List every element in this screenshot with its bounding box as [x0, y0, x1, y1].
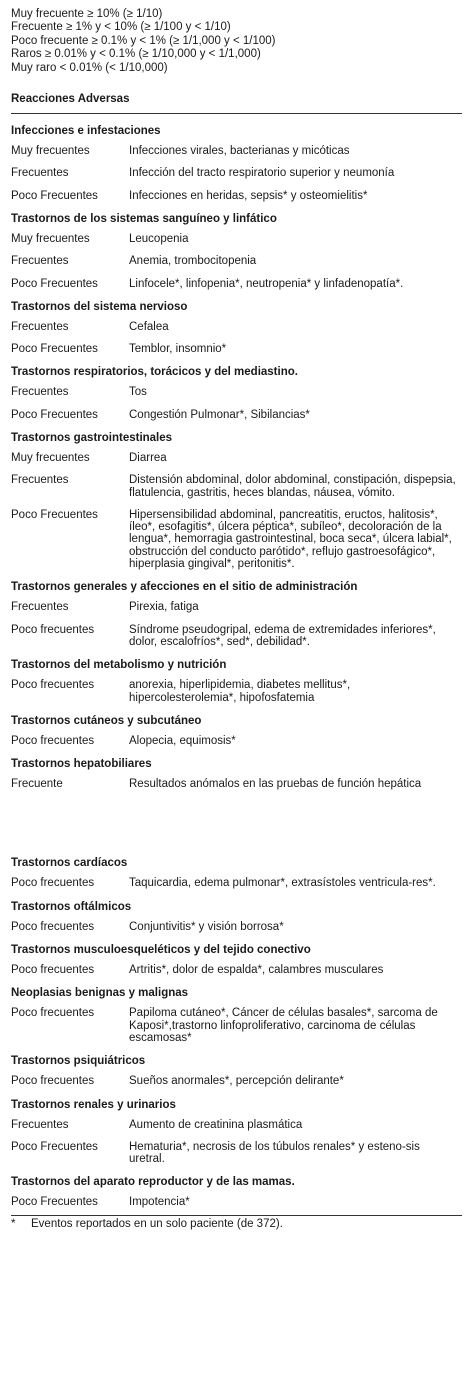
- reaction-description: Hematuria*, necrosis de los túbulos renales* y esteno-sis uretral.: [129, 1140, 420, 1166]
- reaction-description: Impotencia*: [129, 1196, 190, 1209]
- reaction-description: Infecciones virales, bacterianas y micóticas: [129, 145, 350, 158]
- frequency-legend: [11, 8, 462, 75]
- table-row: [11, 964, 462, 976]
- table-row: [11, 1141, 462, 1166]
- table-row: [11, 877, 462, 889]
- frequency-label: Poco Frecuentes: [11, 1140, 98, 1153]
- reaction-description: Infecciones en heridas, sepsis* y osteomielitis*: [129, 189, 368, 202]
- reaction-description: Distensión abdominal, dolor abdominal, constipación, dispepsia, flatulencia, gastritis, heces blandas, náusea, vómito.: [129, 474, 456, 499]
- reaction-description: Artritis*, dolor de espalda*, calambres musculares: [129, 964, 384, 977]
- frequency-label: Frecuentes: [11, 320, 69, 333]
- table-row: [11, 921, 462, 933]
- table-row: [11, 386, 462, 398]
- section-title: Trastornos psiquiátricos: [11, 1055, 146, 1068]
- table-row: [11, 474, 462, 499]
- reaction-description: Sueños anormales*, percepción delirante*: [129, 1075, 344, 1088]
- section-title: Trastornos del sistema nervioso: [11, 300, 188, 313]
- footnote-mark: *: [11, 1217, 16, 1230]
- frequency-label: Muy frecuentes: [11, 232, 90, 245]
- legend-line: Raros ≥ 0.01% y < 0.1% (≥ 1/10,000 y < 1/1,000): [11, 48, 261, 61]
- reaction-description: Infección del tracto respiratorio superior y neumonía: [129, 167, 395, 180]
- frequency-label: Poco frecuentes: [11, 877, 95, 890]
- table-row: [11, 778, 462, 790]
- title-divider: [11, 113, 462, 114]
- frequency-label: Poco Frecuentes: [11, 1196, 98, 1209]
- table-row: [11, 509, 462, 570]
- table-row: [11, 255, 462, 267]
- frequency-label: Poco Frecuentes: [11, 189, 98, 202]
- frequency-label: Poco frecuentes: [11, 1007, 95, 1020]
- reaction-description: Pirexia, fatiga: [129, 601, 199, 614]
- section-title: Trastornos de los sistemas sanguíneo y linfático: [11, 212, 277, 225]
- reaction-description: Aumento de creatinina plasmática: [129, 1118, 303, 1131]
- section-title: Trastornos respiratorios, torácicos y del mediastino.: [11, 366, 298, 379]
- frequency-label: Muy frecuentes: [11, 145, 90, 158]
- reaction-description: Temblor, insomnio*: [129, 343, 227, 356]
- table-row: [11, 233, 462, 245]
- section-title: Trastornos hepatobiliares: [11, 758, 152, 771]
- section-gap: [11, 800, 462, 846]
- reaction-description: Síndrome pseudogripal, edema de extremidades inferiores*, dolor, escalofríos*, sed*, debilidad*.: [129, 623, 436, 648]
- document-page: [11, 8, 462, 1231]
- frequency-label: Poco Frecuentes: [11, 277, 98, 290]
- reaction-description: Papiloma cutáneo*, Cáncer de células basales*, sarcoma de Kaposi*,trastorno linfoproliferativo, carcinoma de células escamosas*: [129, 1007, 438, 1044]
- table-row: [11, 735, 462, 747]
- table-row: [11, 679, 462, 704]
- reaction-description: Taquicardia, edema pulmonar*, extrasístoles ventricula-res*.: [129, 877, 436, 890]
- frequency-label: Muy frecuentes: [11, 452, 90, 464]
- section-title: Trastornos del metabolismo y nutrición: [11, 659, 227, 672]
- frequency-label: Frecuentes: [11, 601, 69, 614]
- reaction-description: Leucopenia: [129, 232, 189, 245]
- table-row: [11, 321, 462, 333]
- table-row: [11, 167, 462, 179]
- reaction-description: Diarrea: [129, 452, 167, 464]
- reaction-description: Tos: [129, 386, 147, 399]
- table-row: [11, 190, 462, 202]
- table-row: [11, 624, 462, 649]
- frequency-label: Poco frecuentes: [11, 679, 95, 692]
- table-row: [11, 278, 462, 290]
- frequency-label: Poco frecuentes: [11, 964, 95, 977]
- table-row: [11, 1119, 462, 1131]
- legend-line: Frecuente ≥ 1% y < 10% (≥ 1/100 y < 1/10): [11, 21, 231, 34]
- frequency-label: Poco frecuentes: [11, 1075, 95, 1088]
- frequency-label: Poco Frecuentes: [11, 508, 98, 521]
- reaction-description: Anemia, trombocitopenia: [129, 255, 257, 268]
- section-title: Infecciones e infestaciones: [11, 125, 161, 138]
- reaction-description: Congestión Pulmonar*, Sibilancias*: [129, 408, 310, 421]
- section-title: Trastornos del aparato reproductor y de las mamas.: [11, 1176, 295, 1189]
- frequency-label: Frecuentes: [11, 386, 69, 399]
- reaction-description: anorexia, hiperlipidemia, diabetes mellitus*, hipercolesterolemia*, hipofosfatemia: [129, 679, 351, 704]
- section-title: Trastornos cutáneos y subcutáneo: [11, 714, 202, 727]
- reaction-description: Resultados anómalos en las pruebas de función hepática: [129, 778, 422, 791]
- footer-divider: [11, 1215, 462, 1216]
- frequency-label: Frecuentes: [11, 474, 69, 487]
- frequency-label: Frecuentes: [11, 255, 69, 268]
- section-title: Trastornos oftálmicos: [11, 900, 132, 913]
- section-title: Neoplasias benignas y malignas: [11, 987, 189, 1000]
- reaction-description: Conjuntivitis* y visión borrosa*: [129, 920, 284, 933]
- table-row: [11, 1075, 462, 1087]
- footnote: [11, 1218, 462, 1231]
- frequency-label: Frecuentes: [11, 1118, 69, 1131]
- frequency-label: Poco Frecuentes: [11, 343, 98, 356]
- table-row: [11, 1007, 462, 1044]
- table-row: [11, 145, 462, 157]
- footnote-text: Eventos reportados en un solo paciente (de 372).: [31, 1217, 283, 1230]
- adverse-reactions-table: [11, 124, 462, 1209]
- frequency-label: Frecuentes: [11, 167, 69, 180]
- frequency-label: Poco frecuentes: [11, 920, 95, 933]
- frequency-label: Frecuente: [11, 778, 63, 791]
- section-title: Trastornos generales y afecciones en el sitio de administración: [11, 581, 358, 594]
- section-title: Trastornos renales y urinarios: [11, 1098, 176, 1111]
- legend-line: Muy raro < 0.01% (< 1/10,000): [11, 61, 168, 74]
- frequency-label: Poco frecuentes: [11, 623, 95, 636]
- reaction-description: Linfocele*, linfopenia*, neutropenia* y linfadenopatía*.: [129, 277, 404, 290]
- reaction-description: Cefalea: [129, 320, 169, 333]
- table-row: [11, 409, 462, 421]
- document-title: Reacciones Adversas: [11, 93, 130, 106]
- section-title: Trastornos gastrointestinales: [11, 432, 173, 444]
- table-row: [11, 343, 462, 355]
- table-row: [11, 452, 462, 464]
- table-row: [11, 1196, 462, 1208]
- section-title: Trastornos musculoesqueléticos y del tejido conectivo: [11, 944, 311, 957]
- frequency-label: Poco Frecuentes: [11, 408, 98, 421]
- reaction-description: Alopecia, equimosis*: [129, 734, 236, 747]
- reaction-description: Hipersensibilidad abdominal, pancreatitis, eructos, halitosis*, íleo*, esofagitis*, úlcera péptica*, subíleo*, decoloración de la lengua*, hemorragia gastrointestinal, boca seca*, úlcera labial*, obstrucción del conducto parótido*, reflujo gastroesofágico*, hiperplasia gingival*, peritonitis*.: [129, 508, 452, 571]
- section-title: Trastornos cardíacos: [11, 857, 128, 870]
- legend-line: Muy frecuente ≥ 10% (≥ 1/10): [11, 8, 163, 20]
- frequency-label: Poco frecuentes: [11, 734, 95, 747]
- legend-line: Poco frecuente ≥ 0.1% y < 1% (≥ 1/1,000 y < 1/100): [11, 34, 276, 47]
- table-row: [11, 601, 462, 613]
